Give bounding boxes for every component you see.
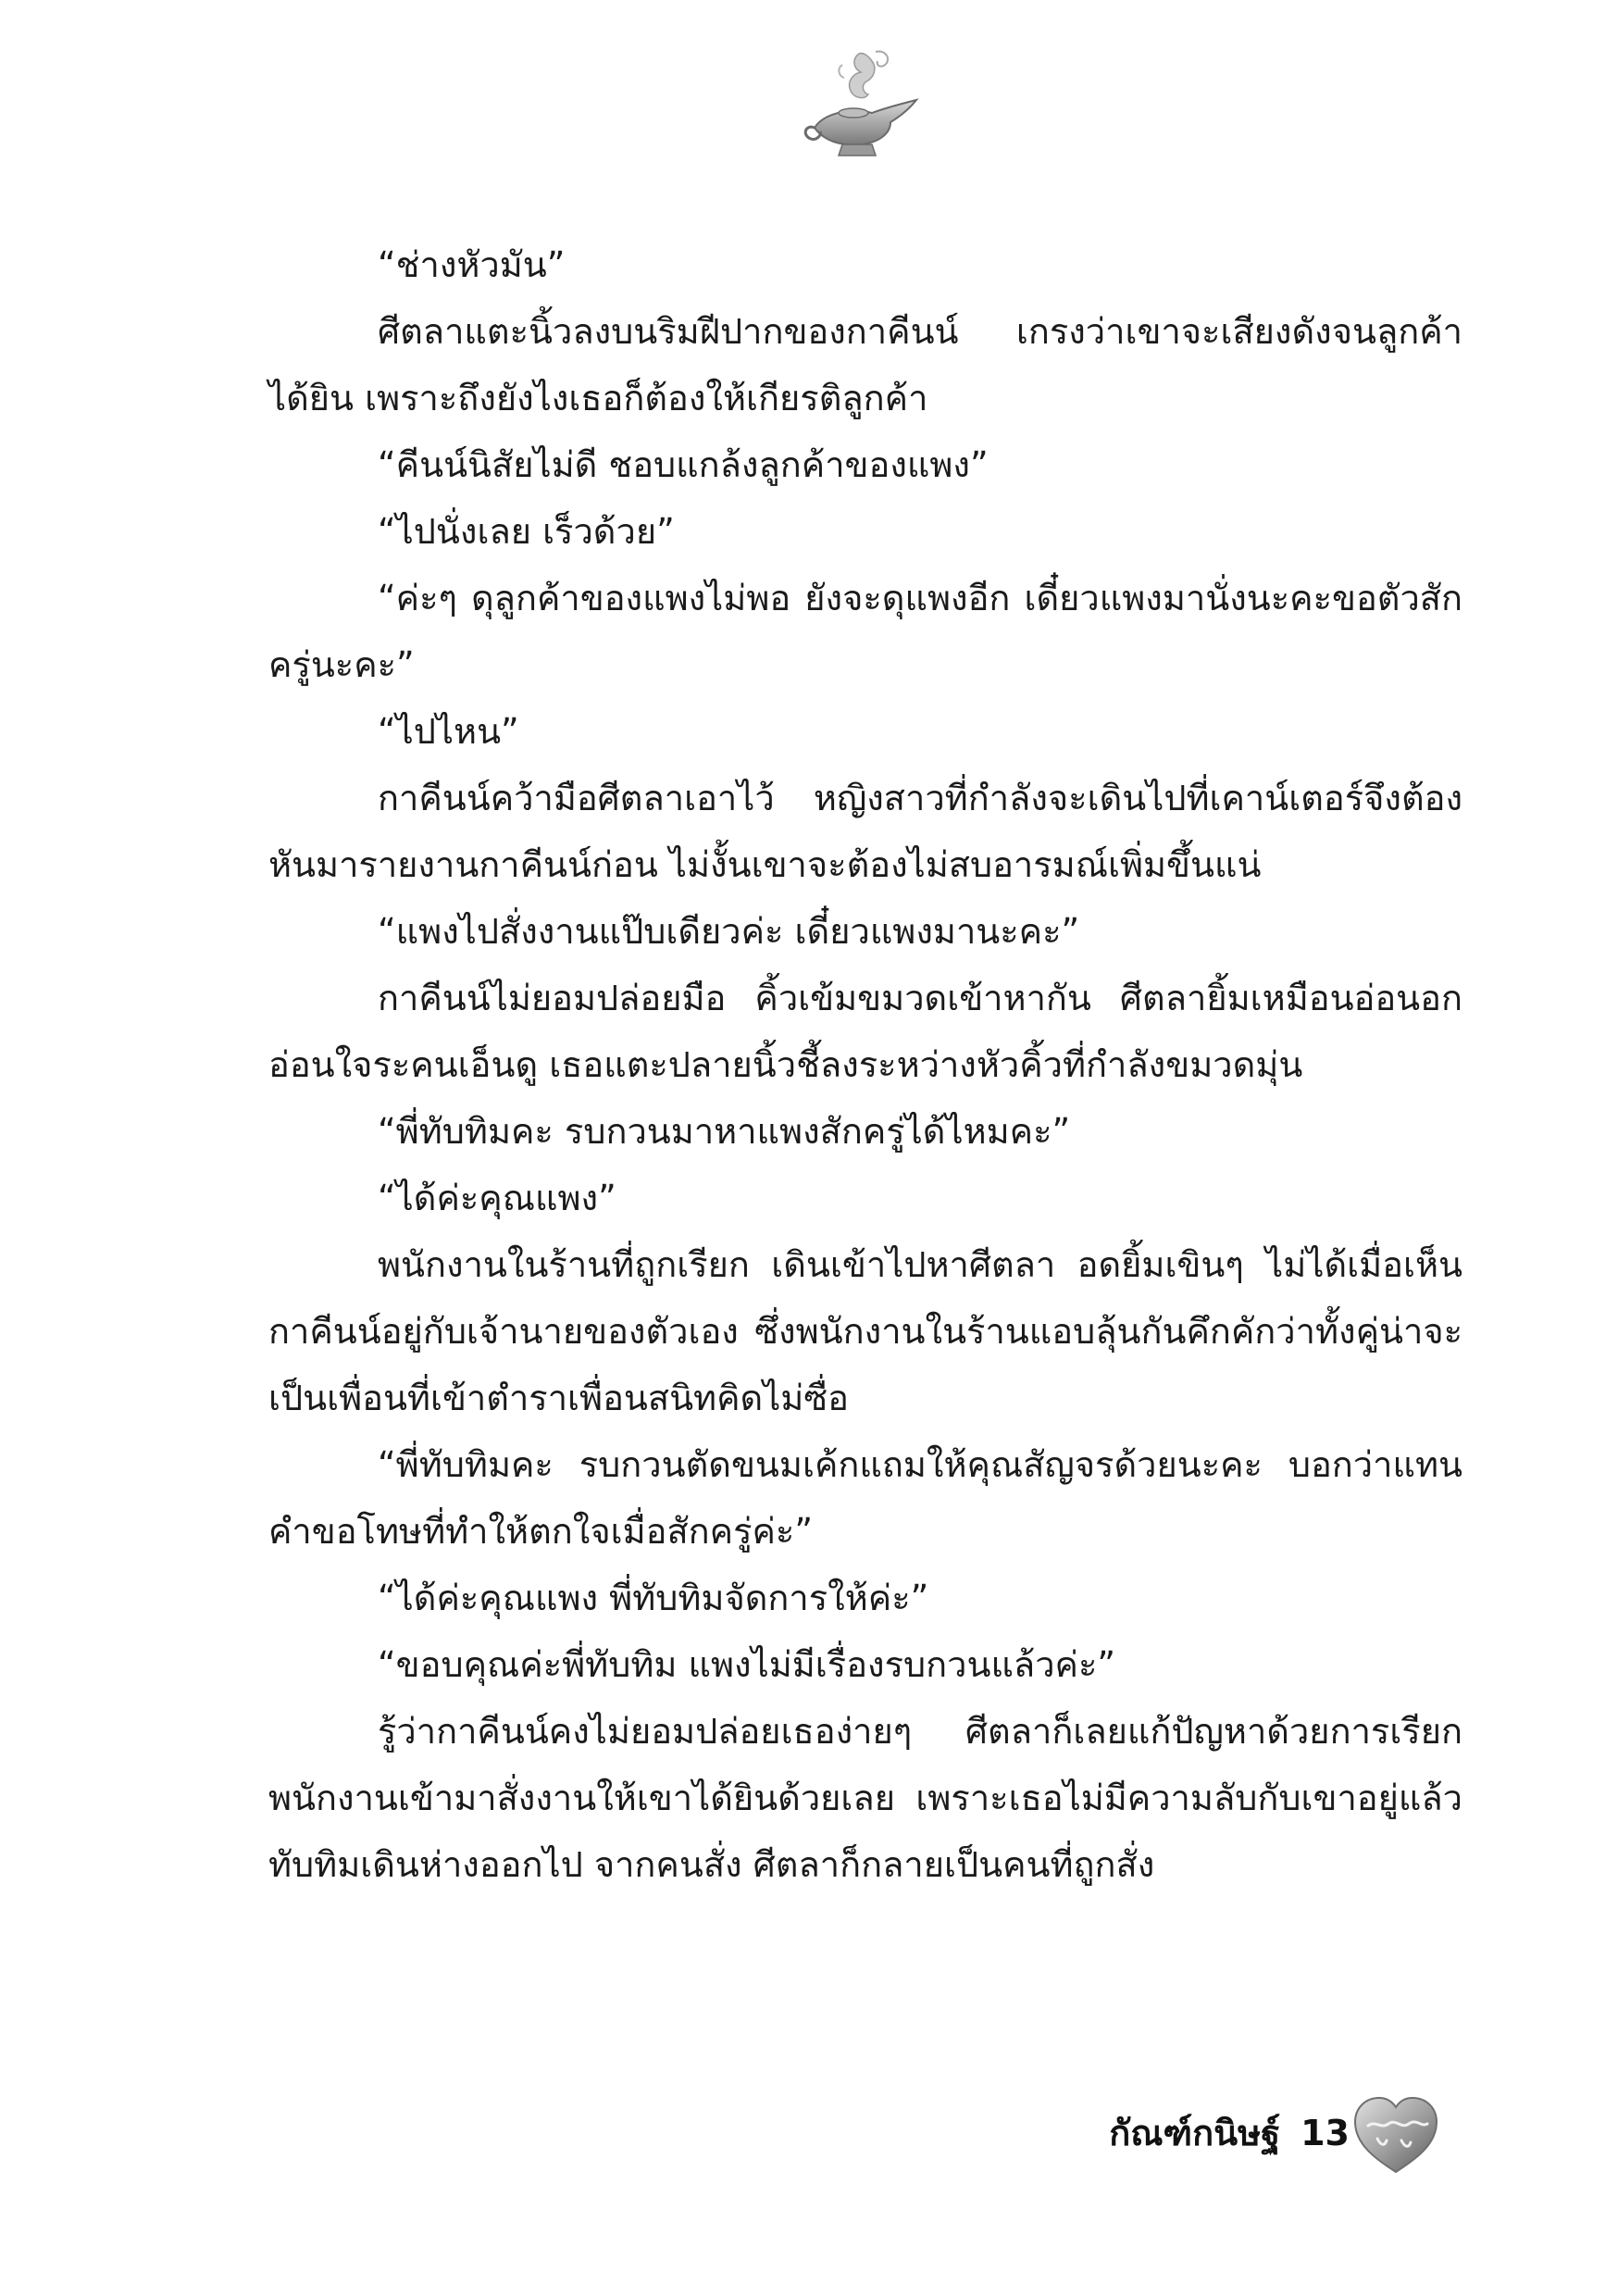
paragraph: รู้ว่ากาคีนน์คงไม่ยอมปล่อยเธอง่ายๆ ศีตลาก็เลยแก้ปัญหาด้วยการเรียกพนักงานเข้ามาสั่งงานให้เขาได้ยินด้วยเลย เพราะเธอไม่มีความลับกับเขาอยู่แล้ว ทับทิมเดินห่างออกไป จากคนสั่ง ศีตลาก็กลายเป็นคนที่ถูกสั่ง xyxy=(268,1711,1462,1885)
paragraph: “พี่ทับทิมคะ รบกวนตัดขนมเค้กแถมให้คุณสัญจรด้วยนะคะ บอกว่าแทนคำขอโทษที่ทำให้ตกใจเมื่อสักครู่ค่ะ” xyxy=(268,1444,1462,1552)
story-text xyxy=(268,231,1462,1898)
page-number: 13 xyxy=(1301,2112,1350,2153)
paragraph: “พี่ทับทิมคะ รบกวนมาหาแพงสักครู่ได้ไหมคะ” xyxy=(378,1111,1071,1152)
paragraph: “ได้ค่ะคุณแพง พี่ทับทิมจัดการให้ค่ะ” xyxy=(378,1578,929,1618)
paragraph: ศีตลาแตะนิ้วลงบนริมฝีปากของกาคีนน์ เกรงว่าเขาจะเสียงดังจนลูกค้าได้ยิน เพราะถึงยังไงเธอก็ต้องให้เกียรติลูกค้า xyxy=(268,311,1462,418)
page-footer xyxy=(1109,2104,1350,2161)
heart-icon xyxy=(1350,2092,1442,2177)
book-title: กัณฑ์กนิษฐ์ xyxy=(1109,2113,1281,2153)
paragraph: “ค่ะๆ ดุลูกค้าของแพงไม่พอ ยังจะดุแพงอีก เดี๋ยวแพงมานั่งนะคะขอตัวสักครู่นะคะ” xyxy=(268,578,1462,685)
paragraph: กาคีนน์ไม่ยอมปล่อยมือ คิ้วเข้มขมวดเข้าหากัน ศีตลายิ้มเหมือนอ่อนอกอ่อนใจระคนเอ็นดู เธอแตะปลายนิ้วชี้ลงระหว่างหัวคิ้วที่กำลังขมวดมุ่น xyxy=(268,978,1462,1085)
paragraph: พนักงานในร้านที่ถูกเรียก เดินเข้าไปหาศีตลา อดยิ้มเขินๆ ไม่ได้เมื่อเห็นกาคีนน์อยู่กับเจ้านายของตัวเอง ซึ่งพนักงานในร้านแอบลุ้นกันคึกคักว่าทั้งคู่น่าจะเป็นเพื่อนที่เข้าตำราเพื่อนสนิทคิดไม่ซื่อ xyxy=(268,1244,1462,1418)
paragraph: กาคีนน์คว้ามือศีตลาเอาไว้ หญิงสาวที่กำลังจะเดินไปที่เคาน์เตอร์จึงต้องหันมารายงานกาคีนน์ก่อน ไม่งั้นเขาจะต้องไม่สบอารมณ์เพิ่มขึ้นแน่ xyxy=(268,778,1462,885)
paragraph: “ไปไหน” xyxy=(378,711,519,752)
paragraph: “ได้ค่ะคุณแพง” xyxy=(378,1178,616,1218)
paragraph: “แพงไปสั่งงานแป๊บเดียวค่ะ เดี๋ยวแพงมานะคะ” xyxy=(378,911,1080,952)
paragraph: “ช่างหัวมัน” xyxy=(378,244,566,285)
paragraph: “คีนน์นิสัยไม่ดี ชอบแกล้งลูกค้าของแพง” xyxy=(378,444,989,485)
paragraph: “ไปนั่งเลย เร็วด้วย” xyxy=(378,511,675,552)
genie-lamp-icon xyxy=(787,46,926,167)
paragraph: “ขอบคุณค่ะพี่ทับทิม แพงไม่มีเรื่องรบกวนแล้วค่ะ” xyxy=(378,1644,1116,1685)
